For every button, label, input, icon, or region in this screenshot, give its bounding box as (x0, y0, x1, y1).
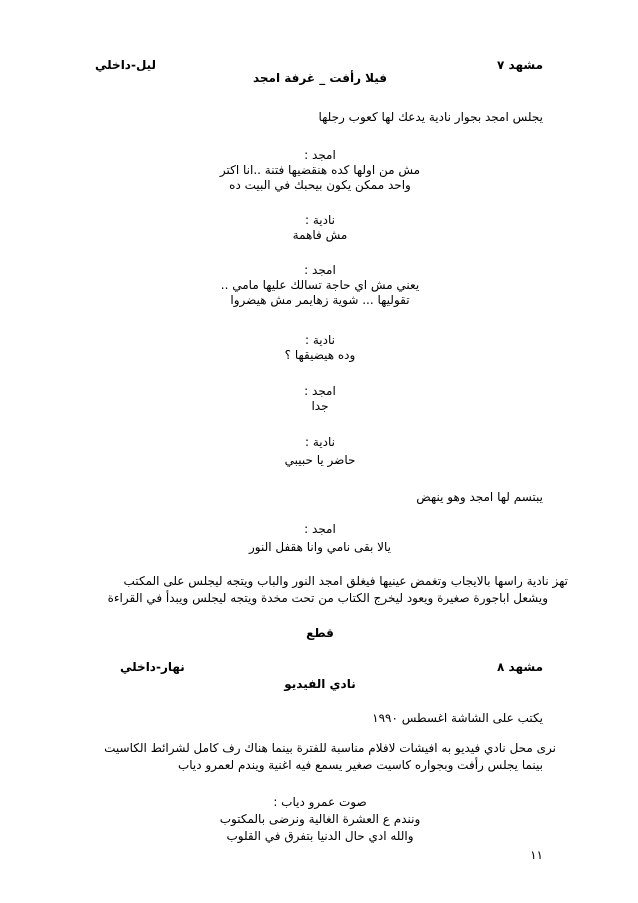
caption-line: يكتب على الشاشة اغسطس ١٩٩٠ (372, 711, 543, 725)
dialogue-line: تقوليها ... شوية زهايمر مش هيضروا (230, 293, 410, 307)
scene-location: فيلا رأفت _ غرفة امجد (252, 71, 388, 85)
speaker-name: صوت عمرو دياب : (273, 795, 367, 809)
speaker-name: نادية : (305, 213, 335, 227)
speaker-name: نادية : (305, 333, 335, 347)
dialogue-line: حاضر يا حبيبي (284, 453, 356, 467)
scene-location: نادي الفيديو (284, 677, 356, 691)
speaker-name: امجد : (304, 263, 336, 277)
action-line: تهز نادية راسها بالايجاب وتغمض عينيها فيغلق امجد النور والباب ويتجه ليجلس على المكتب (123, 574, 568, 588)
dialogue-line: وده هيضيقها ؟ (284, 348, 356, 362)
dialogue-line: واحد ممكن يكون بيحبك في البيت ده (229, 178, 411, 192)
action-line: يبتسم لها امجد وهو ينهض (416, 490, 543, 504)
dialogue-line: يالا بقى نامي وانا هقفل النور (248, 540, 392, 554)
dialogue-line: يعني مش اي حاجة تسالك عليها مامي .. (220, 278, 420, 292)
page-number: ١١ (530, 848, 543, 862)
action-line: ويشعل اباجورة صغيرة ويعود ليخرج الكتاب من تحت مخدة ويتجه ليجلس ويبدأ في القراءة (107, 591, 548, 605)
scene-number: مشهد ٧ (497, 58, 543, 72)
action-line: نرى محل نادي فيديو به افيشات لافلام مناسبة للفترة بينما هناك رف كامل لشرائط الكاسيت (104, 741, 556, 755)
action-line: يجلس امجد بجوار نادية يدعك لها كعوب رجلها (318, 110, 543, 124)
speaker-name: امجد : (304, 384, 336, 398)
scene-time: ليل-داخلي (95, 58, 157, 72)
lyric-line: ونندم ع العشرة الغالية ونرضى بالمكتوب (219, 812, 421, 826)
action-line: بينما يجلس رأفت وبجواره كاسيت صغير يسمع فيه اغنية ويندم لعمرو دياب (177, 758, 543, 772)
scene-time: نهار-داخلي (120, 660, 185, 674)
scene-number: مشهد ٨ (497, 660, 543, 674)
speaker-name: نادية : (305, 435, 335, 449)
speaker-name: امجد : (304, 148, 336, 162)
dialogue-line: جدا (311, 399, 329, 413)
lyric-line: والله ادي حال الدنيا بتفرق في القلوب (226, 829, 414, 843)
dialogue-line: مش من اولها كده هنقضيها فتنة ..انا اكتر (219, 163, 421, 177)
dialogue-line: مش فاهمة (292, 228, 348, 242)
cut-transition: قطع (306, 626, 334, 640)
speaker-name: امجد : (304, 522, 336, 536)
